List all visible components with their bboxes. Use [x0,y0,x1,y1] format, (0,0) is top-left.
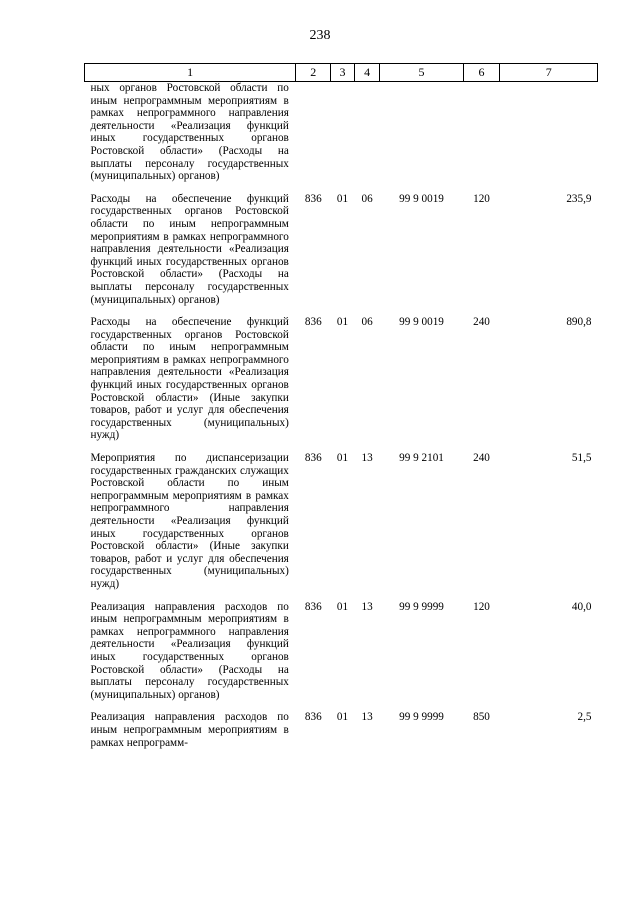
row-cell-c2: 836 [304,600,322,613]
row-cell-c5: 99 9 9999 [399,600,444,613]
table-row [85,452,598,601]
row-cell-c5 [380,82,463,193]
row-description: ных органов Ростовской области по иным непрограммным мероприятиям в рамках непрограммного направления деятельности «Реализация функций иных государственных органов Ростовской области» (Расходы на выплаты персоналу государственных (муниципальных) органов) [90,82,289,183]
row-cell-c4: 13 [361,600,373,613]
row-cell-c5: 99 9 2101 [399,452,444,465]
column-header: 4 [354,64,380,82]
row-cell-c2: 836 [304,711,322,724]
row-cell-c5: 99 9 0019 [399,316,444,329]
row-cell-c4: 13 [361,452,373,465]
column-header: 6 [463,64,500,82]
row-cell-c4: 06 [361,316,373,329]
column-header: 3 [331,64,355,82]
table-header-row [85,64,598,82]
row-cell-c7: 40,0 [571,600,592,613]
table-row [85,316,598,452]
budget-table [84,63,598,759]
table-row [85,601,598,712]
row-description: Расходы на обеспечение функций государственных органов Ростовской области по иным непрограммным мероприятиям в рамках непрограммного направления деятельности «Реализация функций иных государственных органов Ростовской области» (Расходы на выплаты персоналу государственных (муниципальных) органов) [90,192,289,306]
row-cell-c3: 01 [336,316,349,329]
row-cell-c5: 99 9 9999 [399,711,444,724]
row-cell-c6: 120 [473,192,490,205]
row-cell-c6: 120 [473,600,490,613]
table-row [85,82,598,193]
row-cell-c2: 836 [304,452,322,465]
row-description: Мероприятия по диспансеризации государственных гражданских служащих Ростовской области по иным непрограммным мероприятиям в рамках непрограммного направления деятельности «Реализация функций иных государственных органов Ростовской области» (Иные закупки товаров, работ и услуг для обеспечения государственных (муниципальных) нужд) [90,452,289,590]
table-row [85,711,598,759]
row-cell-c3: 01 [336,192,349,205]
column-header: 7 [500,64,598,82]
row-cell-c7: 2,5 [577,711,592,724]
column-header: 2 [296,64,331,82]
row-description: Реализация направления расходов по иным непрограммным мероприятиям в рамках непрограммного направления деятельности «Реализация функций иных государственных органов Ростовской области» (Расходы на выплаты персоналу государственных (муниципальных) органов) [90,600,289,701]
row-cell-c4: 13 [361,711,373,724]
row-cell-c2: 836 [304,316,322,329]
row-cell-c6: 240 [473,452,490,465]
row-cell-c3: 01 [336,452,349,465]
row-description: Реализация направления расходов по иным непрограммным мероприятиям в рамках непрограмм- [90,711,289,749]
page-number: 238 [309,28,331,43]
row-cell-c4: 06 [361,192,373,205]
table-row [85,193,598,316]
row-cell-c3: 01 [336,711,349,724]
row-cell-c7: 51,5 [571,452,592,465]
row-cell-c4 [354,82,380,193]
row-cell-c3: 01 [336,600,349,613]
row-cell-c6: 240 [473,316,490,329]
row-cell-c2 [296,82,331,193]
row-cell-c3 [331,82,355,193]
row-description: Расходы на обеспечение функций государственных органов Ростовской области по иным непрограммным мероприятиям в рамках непрограммного направления деятельности «Реализация функций иных государственных органов Ростовской области» (Иные закупки товаров, работ и услуг для обеспечения государственных (муниципальных) нужд) [90,316,289,442]
row-cell-c7 [500,82,598,193]
column-header: 1 [85,64,296,82]
row-cell-c6: 850 [473,711,490,724]
row-cell-c7: 235,9 [566,192,592,205]
row-cell-c7: 890,8 [566,316,592,329]
row-cell-c5: 99 9 0019 [399,192,444,205]
row-cell-c2: 836 [304,192,322,205]
row-cell-c6 [463,82,500,193]
column-header: 5 [380,64,463,82]
